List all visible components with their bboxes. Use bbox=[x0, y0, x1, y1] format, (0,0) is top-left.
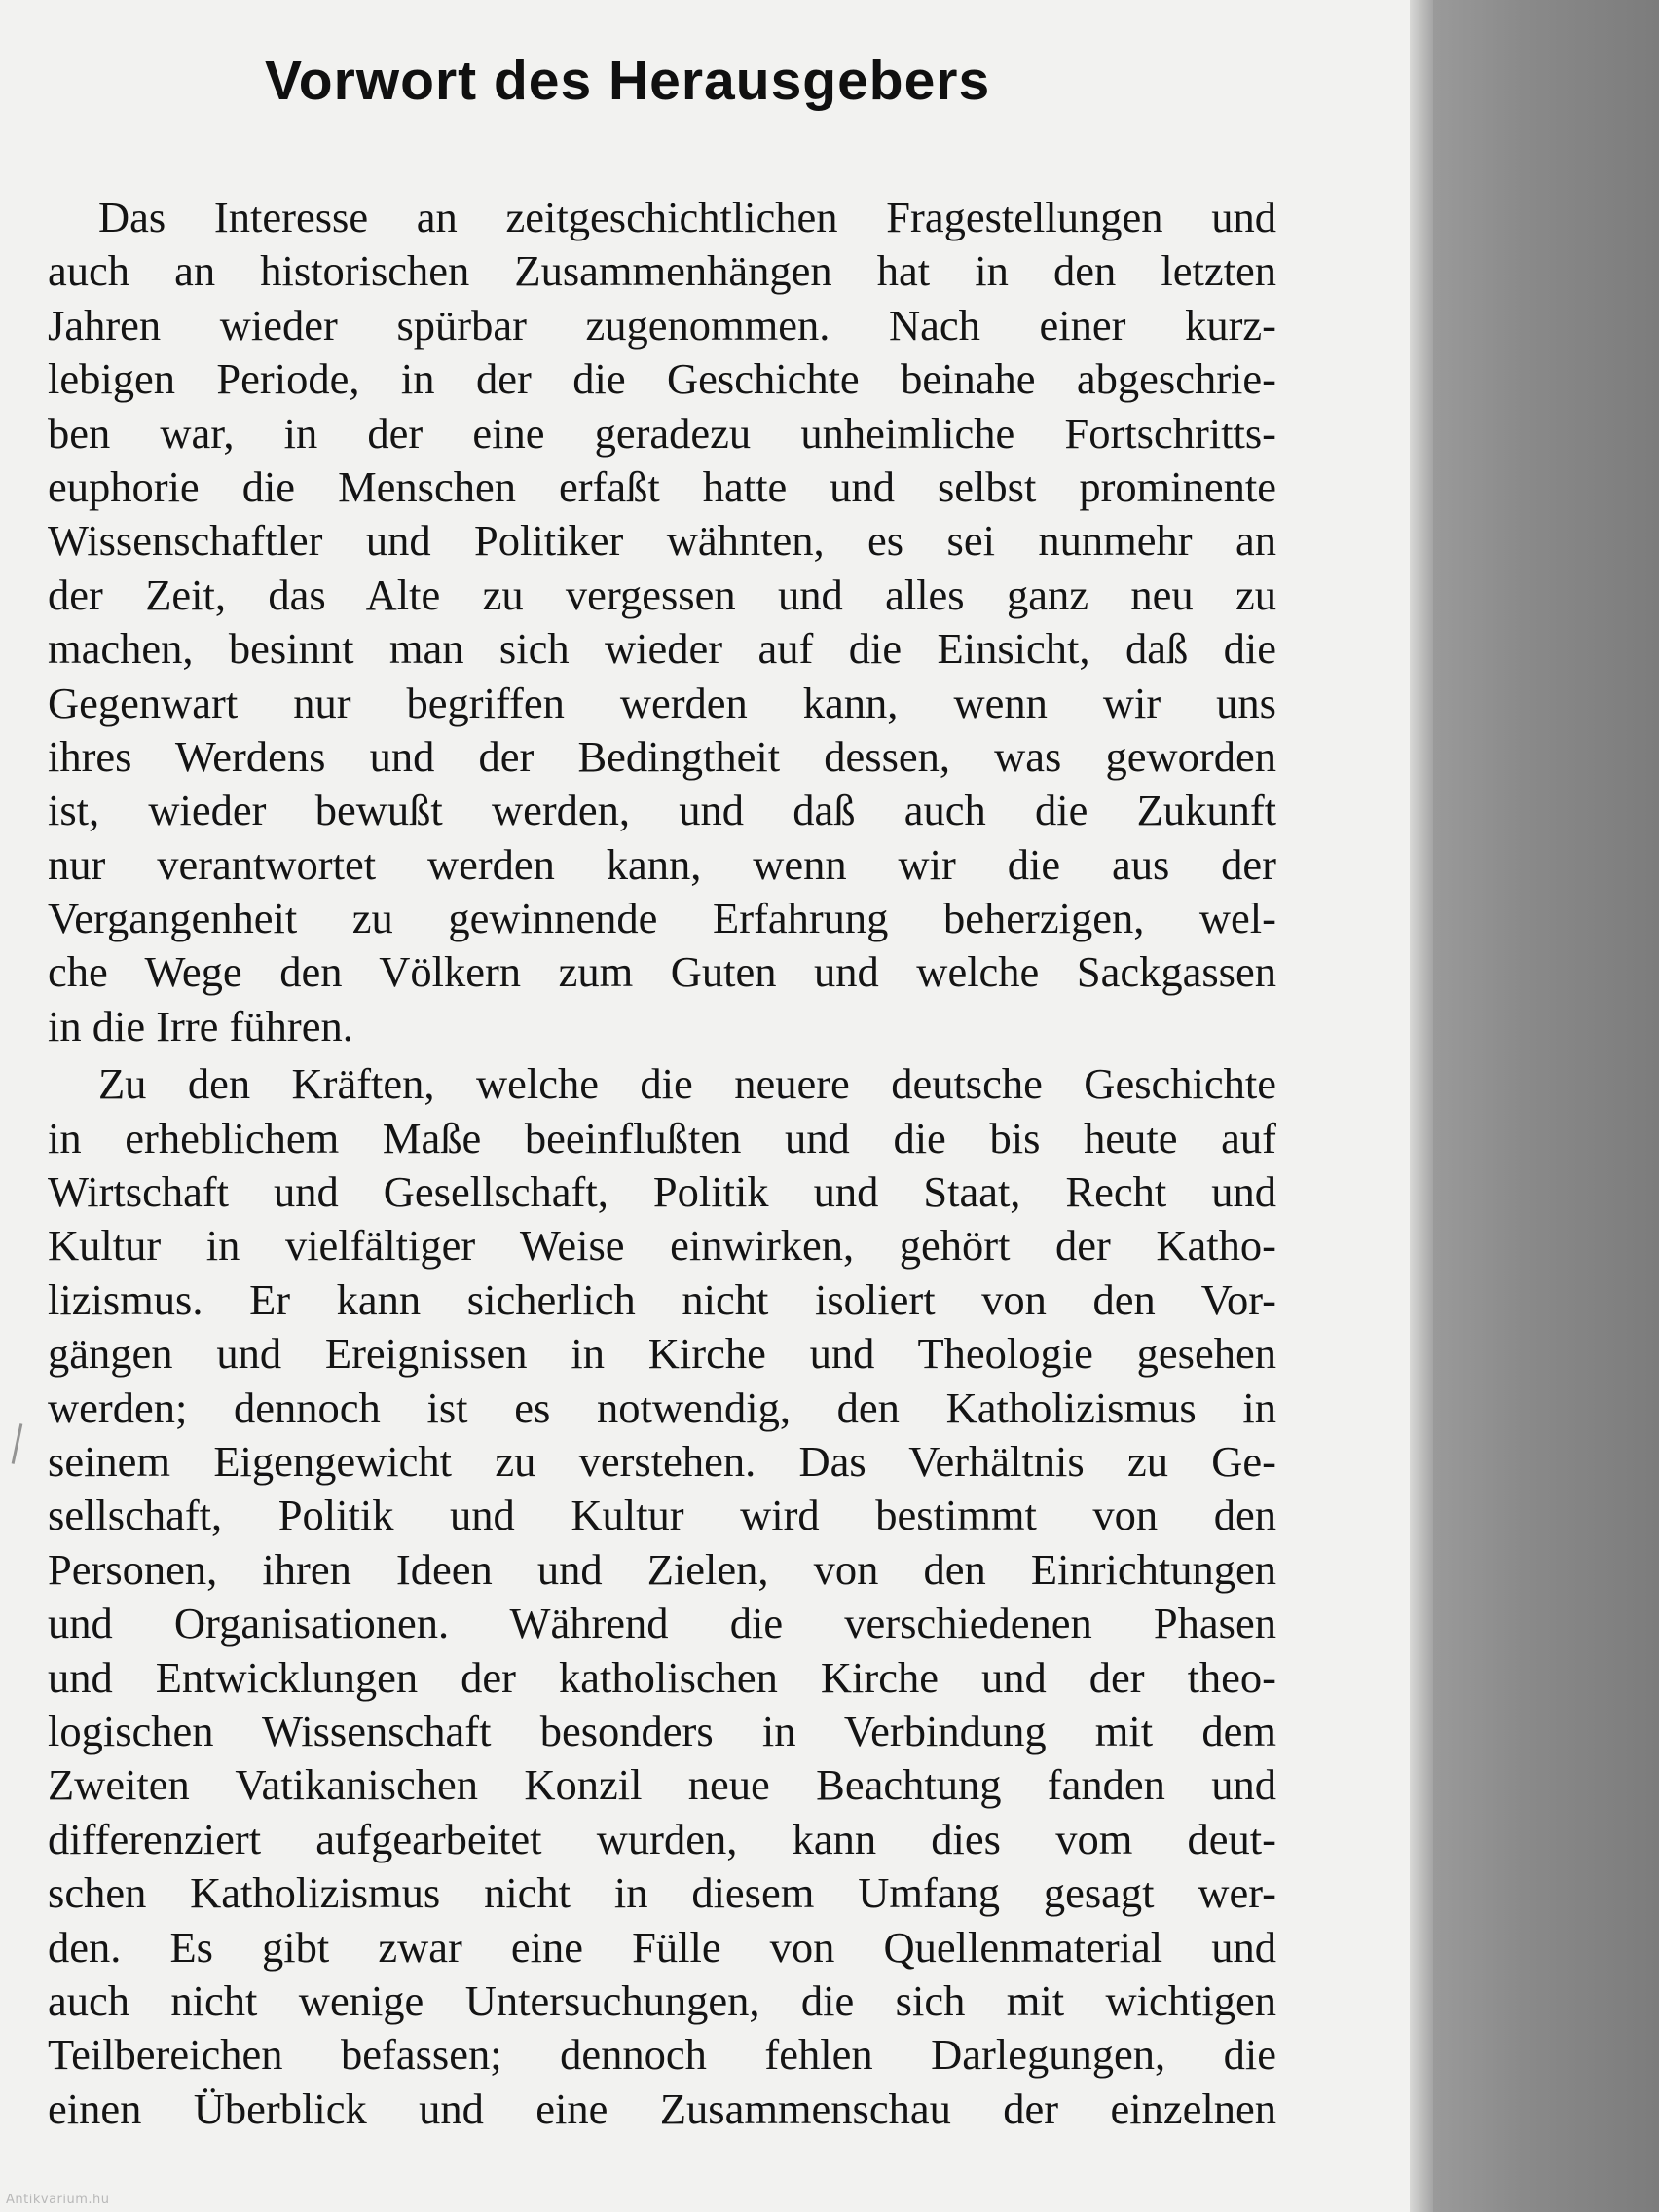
text-line: che Wege den Völkern zum Guten und welche Sackgassen bbox=[48, 947, 1276, 997]
text-line: nur verantwortet werden kann, wenn wir die aus der bbox=[48, 839, 1276, 889]
body-text bbox=[48, 191, 1276, 2136]
background-shadow bbox=[1433, 0, 1659, 2212]
text-line: Gegenwart nur begriffen werden kann, wenn wir uns bbox=[48, 678, 1276, 727]
text-line: Wirtschaft und Gesellschaft, Politik und Staat, Recht und bbox=[48, 1167, 1276, 1217]
text-line: Das Interesse an zeitgeschichtlichen Fragestellungen und bbox=[98, 193, 1276, 241]
text-line: sellschaft, Politik und Kultur wird bestimmt von den bbox=[48, 1491, 1276, 1540]
text-line: gängen und Ereignissen in Kirche und Theologie gesehen bbox=[48, 1329, 1276, 1379]
text-line: Zu den Kräften, welche die neuere deutsche Geschichte bbox=[98, 1059, 1276, 1109]
watermark: Antikvarium.hu bbox=[6, 2193, 110, 2207]
text-line: Kultur in vielfältiger Weise einwirken, gehört der Katho- bbox=[48, 1221, 1276, 1271]
paragraph-2 bbox=[48, 1057, 1276, 2136]
text-line: auch an historischen Zusammenhängen hat in den letzten bbox=[48, 246, 1276, 296]
text-line: ben war, in der eine geradezu unheimliche Fortschritts- bbox=[48, 408, 1276, 458]
text-line: Vergangenheit zu gewinnende Erfahrung beherzigen, wel- bbox=[48, 894, 1276, 943]
text-line: schen Katholizismus nicht in diesem Umfang gesagt wer- bbox=[48, 1868, 1276, 1918]
paragraph-1 bbox=[48, 191, 1276, 1053]
page-title: Vorwort des Herausgebers bbox=[265, 50, 991, 112]
text-line: den. Es gibt zwar eine Fülle von Quellenmaterial und bbox=[48, 1922, 1276, 1972]
text-line: Zweiten Vatikanischen Konzil neue Beachtung fanden und bbox=[48, 1760, 1276, 1810]
text-line: werden; dennoch ist es notwendig, den Katholizismus in bbox=[48, 1382, 1276, 1432]
text-line: differenziert aufgearbeitet wurden, kann dies vom deut- bbox=[48, 1814, 1276, 1863]
text-line: Jahren wieder spürbar zugenommen. Nach einer kurz- bbox=[48, 300, 1276, 350]
text-line: logischen Wissenschaft besonders in Verbindung mit dem bbox=[48, 1706, 1276, 1755]
page-edge bbox=[1410, 0, 1433, 2212]
text-line: und Organisationen. Während die verschiedenen Phasen bbox=[48, 1599, 1276, 1648]
text-line: lebigen Periode, in der die Geschichte beinahe abgeschrie- bbox=[48, 354, 1276, 404]
text-line: euphorie die Menschen erfaßt hatte und selbst prominente bbox=[48, 461, 1276, 511]
text-line: auch nicht wenige Untersuchungen, die sich mit wichtigen bbox=[48, 1975, 1276, 2025]
text-line: in die Irre führen. bbox=[48, 1001, 353, 1051]
text-line: lizismus. Er kann sicherlich nicht isoliert von den Vor- bbox=[48, 1274, 1276, 1324]
text-line: einen Überblick und eine Zusammenschau der einzelnen bbox=[48, 2083, 1276, 2133]
text-line: in erheblichem Maße beeinflußten und die bis heute auf bbox=[48, 1113, 1276, 1162]
text-line: Teilbereichen befassen; dennoch fehlen Darlegungen, die bbox=[48, 2030, 1276, 2080]
text-line: ist, wieder bewußt werden, und daß auch die Zukunft bbox=[48, 786, 1276, 835]
margin-mark bbox=[12, 1423, 23, 1464]
text-line: machen, besinnt man sich wieder auf die Einsicht, daß die bbox=[48, 624, 1276, 674]
text-line: seinem Eigengewicht zu verstehen. Das Verhältnis zu Ge- bbox=[48, 1436, 1276, 1486]
text-line: ihres Werdens und der Bedingtheit dessen, was geworden bbox=[48, 731, 1276, 781]
text-line: Personen, ihren Ideen und Zielen, von den Einrichtungen bbox=[48, 1544, 1276, 1594]
text-line: Wissenschaftler und Politiker wähnten, es sei nunmehr an bbox=[48, 516, 1276, 566]
text-line: der Zeit, das Alte zu vergessen und alles ganz neu zu bbox=[48, 570, 1276, 619]
text-line: und Entwicklungen der katholischen Kirche und der theo- bbox=[48, 1652, 1276, 1702]
